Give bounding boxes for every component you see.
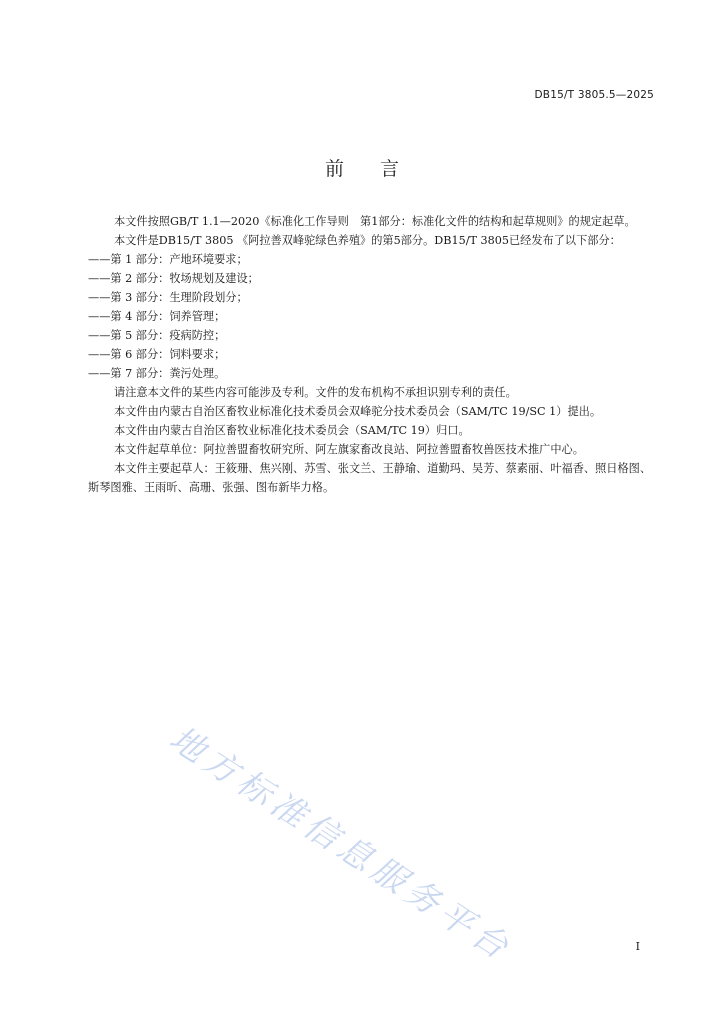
list-item-part-2: ——第 2 部分：牧场规划及建设； [88,272,259,285]
list-item-part-7: ——第 7 部分：粪污处理。 [88,367,226,380]
paragraph-drafting-units: 本文件起草单位：阿拉善盟畜牧研究所、阿左旗家畜改良站、阿拉善盟畜牧兽医技术推广中心。 [114,443,584,456]
paragraph-drafting-rules: 本文件按照GB/T 1.1—2020《标准化工作导则 第1部分：标准化文件的结构和起草规则》的规定起草。 [114,215,636,228]
page-title: 前言 [324,158,435,180]
list-item-part-4: ——第 4 部分：饲养管理； [88,310,226,323]
page-number: I [635,940,640,953]
paragraph-part-info: 本文件是DB15/T 3805 《阿拉善双峰驼绿色养殖》的第5部分。DB15/T 3805已经发布了以下部分： [114,234,621,247]
paragraph-patent-notice: 请注意本文件的某些内容可能涉及专利。文件的发布机构不承担识别专利的责任。 [114,386,517,399]
watermark-text: 地方标准信息服务平台 [162,718,520,971]
paragraph-managed-by: 本文件由内蒙古自治区畜牧业标准化技术委员会（SAM/TC 19）归口。 [114,424,470,437]
paragraph-drafters: 本文件主要起草人：王筱珊、焦兴刚、苏雪、张文兰、王静瑜、道勤玛、吴芳、蔡素丽、叶福香、照日格图、斯琴图雅、王雨昕、高珊、张强、图布新毕力格。 [88,462,652,494]
list-item-part-5: ——第 5 部分：疫病防控； [88,329,226,342]
list-item-part-1: ——第 1 部分：产地环境要求； [88,253,248,266]
document-code: DB15/T 3805.5—2025 [534,89,654,101]
list-item-part-3: ——第 3 部分：生理阶段划分； [88,291,248,304]
list-item-part-6: ——第 6 部分：饲料要求； [88,348,226,361]
foreword-body [88,212,658,497]
paragraph-proposed-by: 本文件由内蒙古自治区畜牧业标准化技术委员会双峰驼分技术委员会（SAM/TC 19/SC 1）提出。 [114,405,602,418]
